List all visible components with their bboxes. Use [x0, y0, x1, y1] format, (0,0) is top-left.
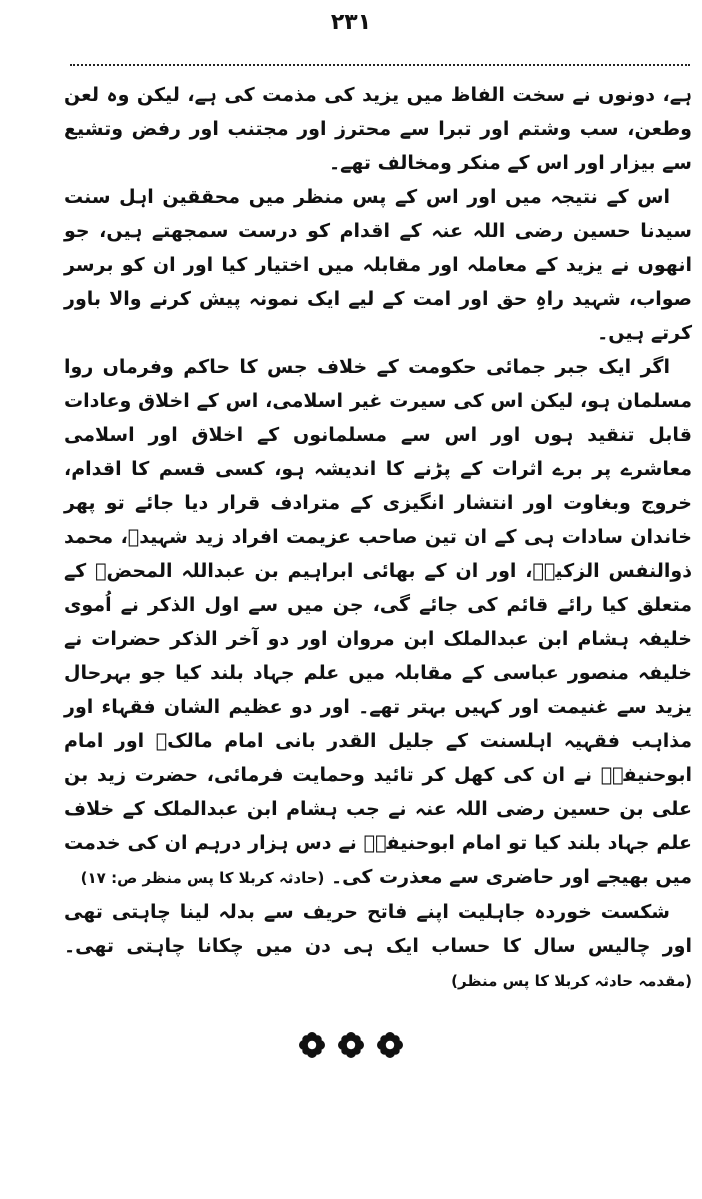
flower-icon: [299, 1032, 325, 1058]
section-end-ornaments: [0, 1032, 702, 1058]
paragraph-4-text: شکست خوردہ جاہلیت اپنے فاتح حریف سے بدلہ لینا چاہتی تھی اور چالیس سال کا حساب ایک ہی دن میں چکانا چاہتی تھی۔: [64, 901, 692, 957]
paragraph-4: [64, 895, 692, 998]
paragraph-2-text: اس کے نتیجہ میں اور اس کے پس منظر میں محققین اہل سنت سیدنا حسین رضی اللہ عنہ کے اقدام کو درست سمجھتے ہیں، جو انھوں نے یزید کے معاملہ اور مقابلہ میں اختیار کیا اور ان کو برسر صواب، شہید راہِ حق اور امت کے لیے ایک نمونہ پیش کرنے والا باور کرتے ہیں۔: [64, 186, 692, 344]
flower-icon: [377, 1032, 403, 1058]
page-body: [64, 78, 692, 998]
paragraph-3: [64, 350, 692, 895]
paragraph-3-reference: (حادثہ کربلا کا پس منظر ص: ۱۷): [80, 869, 325, 887]
paragraph-2: [64, 180, 692, 350]
paragraph-3-text: اگر ایک جبر جمائی حکومت کے خلاف جس کا حاکم وفرماں روا مسلمان ہو، لیکن اس کی سیرت غیر اسلامی، اس کے اخلاق وعادات قابل تنقید ہوں اور اس سے مسلمانوں کے اخلاق اور اسلامی معاشرے پر برے اثرات کے پڑنے کا اندیشہ ہو، کسی قسم کا اقدام، خروج وبغاوت اور انتشار انگیزی کے مترادف قرار دیا جائے تو پھر خاندان سادات ہی کے ان تین صاحب عزیمت افراد زید شہیدؒ، محمد ذوالنفس الزکیہؒ، اور ان کے بھائی ابراہیم بن عبداللہ المحضؒ کے متعلق کیا رائے قائم کی جائے گی، جن میں سے اول الذکر نے اُموی خلیفہ ہشام ابن عبدالملک ابن مروان اور دو آخر الذکر حضرات نے خلیفہ منصور عباسی کے مقابلہ میں علم جہاد بلند کیا جو بہرحال یزید سے غنیمت اور کہیں بہتر تھے۔ اور دو عظیم الشان فقہاء اور مذاہب فقہیہ اہلسنت کے جلیل القدر بانی امام مالکؒ اور امام ابوحنیفہؒ نے ان کی کھل کر تائید وحمایت فرمائی، حضرت زید بن علی بن حسین رضی اللہ عنہ نے جب ہشام ابن عبدالملک کے خلاف علم جہاد بلند کیا تو امام ابوحنیفہؒ نے دس ہزار درہم ان کی خدمت میں بھیجے اور حاضری سے معذرت کی۔: [64, 356, 692, 888]
header-rule: [70, 64, 690, 66]
page-number: ۲۳۱: [330, 10, 372, 35]
paragraph-4-reference: (مقدمہ حادثہ کربلا کا پس منظر): [451, 972, 692, 990]
paragraph-1: [64, 78, 692, 180]
paragraph-1-text: ہے، دونوں نے سخت الفاظ میں یزید کی مذمت کی ہے، لیکن وہ لعن وطعن، سب وشتم اور تبرا سے محترز اور مجتنب اور رفض وتشیع سے بیزار اور اس کے منکر ومخالف تھے۔: [64, 84, 692, 174]
flower-icon: [338, 1032, 364, 1058]
